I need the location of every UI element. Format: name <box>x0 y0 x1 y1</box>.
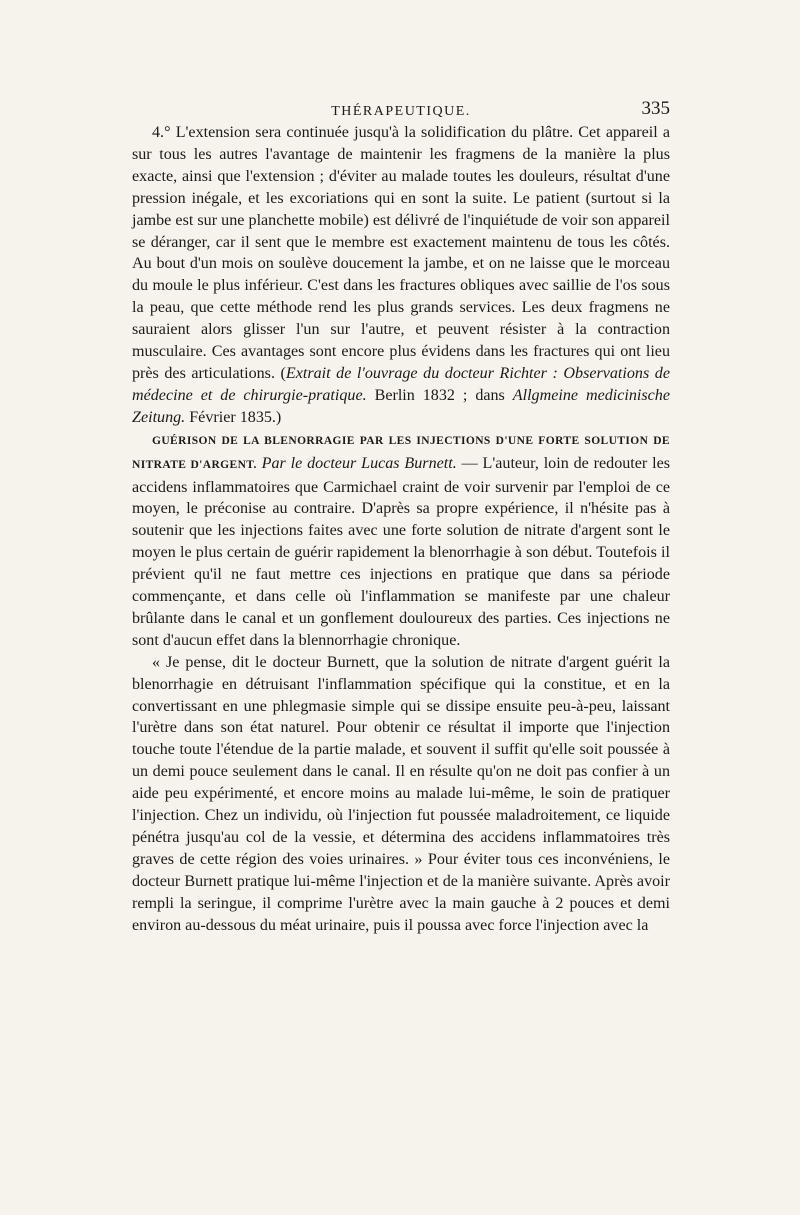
citation-date: Février 1835.) <box>185 408 282 426</box>
book-page <box>132 96 670 937</box>
paragraph-quote <box>132 652 670 937</box>
citation-journal: Allgmeine medicinische Zeitung. <box>132 386 670 426</box>
section-author: Par le docteur Lucas Burnett. <box>261 454 457 472</box>
running-header <box>132 96 670 122</box>
paragraph-quote-text: « Je pense, dit le docteur Burnett, que la solution de nitrate d'argent guérit la blenorrhagie en détruisant l'inflammation spécifique qui la constitue, et en la convertissant en une phlegmasie simple qui se dissipe ensuite peu-à-peu, laissant l'urètre dans son état naturel. Pour obtenir ce résultat il importe que l'injection touche toute l'étendue de la partie malade, et souvent il suffit qu'elle soit poussée à un demi pouce seulement dans le canal. Il en résulte qu'on ne doit pas confier à un aide peu expérimenté, et encore moins au malade lui-même, le soin de pratiquer l'injection. Chez un individu, où l'injection fut poussée maladroitement, ce liquide pénétra jusqu'au col de la vessie, et détermina des accidens inflammatoires très graves de cette région des voies urinaires. » Pour éviter tous ces inconvéniens, le docteur Burnett pratique lui-même l'injection et de la manière suivante. Après avoir rempli la seringue, il comprime l'urètre avec la main gauche à 2 pouces et demi environ au-dessous du méat urinaire, puis il poussa avec force l'injection avec la <box>132 653 670 934</box>
section-heading: GUÉRISON DE LA BLENORRAGIE PAR LES INJECTIONS D'UNE FORTE SOLUTION DE NITRATE D'ARGENT. <box>132 434 670 471</box>
paragraph-extension-text: 4.° L'extension sera continuée jusqu'à la solidification du plâtre. Cet appareil a sur tous les autres l'avantage de maintenir les fragmens de la manière la plus exacte, ainsi que l'extension ; d'éviter au malade toutes les douleurs, résultat d'une pression inégale, et les excoriations qui en sont la suite. Le patient (surtout si la jambe est sur une planchette mobile) est délivré de l'inquiétude de voir son appareil se déranger, car il sent que le membre est exactement maintenu de tous les côtés. Au bout d'un mois on soulève doucement la jambe, et on ne laisse que le morceau du moule le plus inférieur. C'est dans les fractures obliques avec saillie de l'os sous la peau, que cette méthode rend les plus grands services. Les deux fragmens ne sauraient alors glisser l'un sur l'autre, et peuvent résister à la contraction musculaire. Ces avantages sont encore plus évidens dans les fractures qui ont lieu près des articulations. ( <box>132 124 670 382</box>
running-title: THÉRAPEUTIQUE. <box>331 104 471 119</box>
citation-place: Berlin 1832 ; dans <box>366 386 513 404</box>
page-number: 335 <box>641 98 670 119</box>
paragraph-guerison-text: — L'auteur, loin de redouter les accidens inflammatoires que Carmichael craint de voir survenir par l'emploi de ce moyen, le préconise au contraire. D'après sa propre expérience, il n'hésite pas à soutenir que les injections faites avec une forte solution de nitrate d'argent sont le moyen le plus certain de guérir rapidement la blenorrhagie à son début. Toutefois il prévient qu'il ne faut mettre ces injections en pratique que dans sa période commençante, et dans celle où l'inflammation se manifeste par une chaleur brûlante dans le canal et un gonflement douloureux des parties. Ces injections ne sont d'aucun effet dans la blennorrhagie chronique. <box>132 454 670 649</box>
paragraph-guerison <box>132 429 670 652</box>
citation-extract: Extrait de l'ouvrage du docteur Richter : Observations de médecine et de chirurgie-pratique. <box>132 364 670 404</box>
paragraph-extension <box>132 122 670 429</box>
body-text <box>132 122 670 937</box>
